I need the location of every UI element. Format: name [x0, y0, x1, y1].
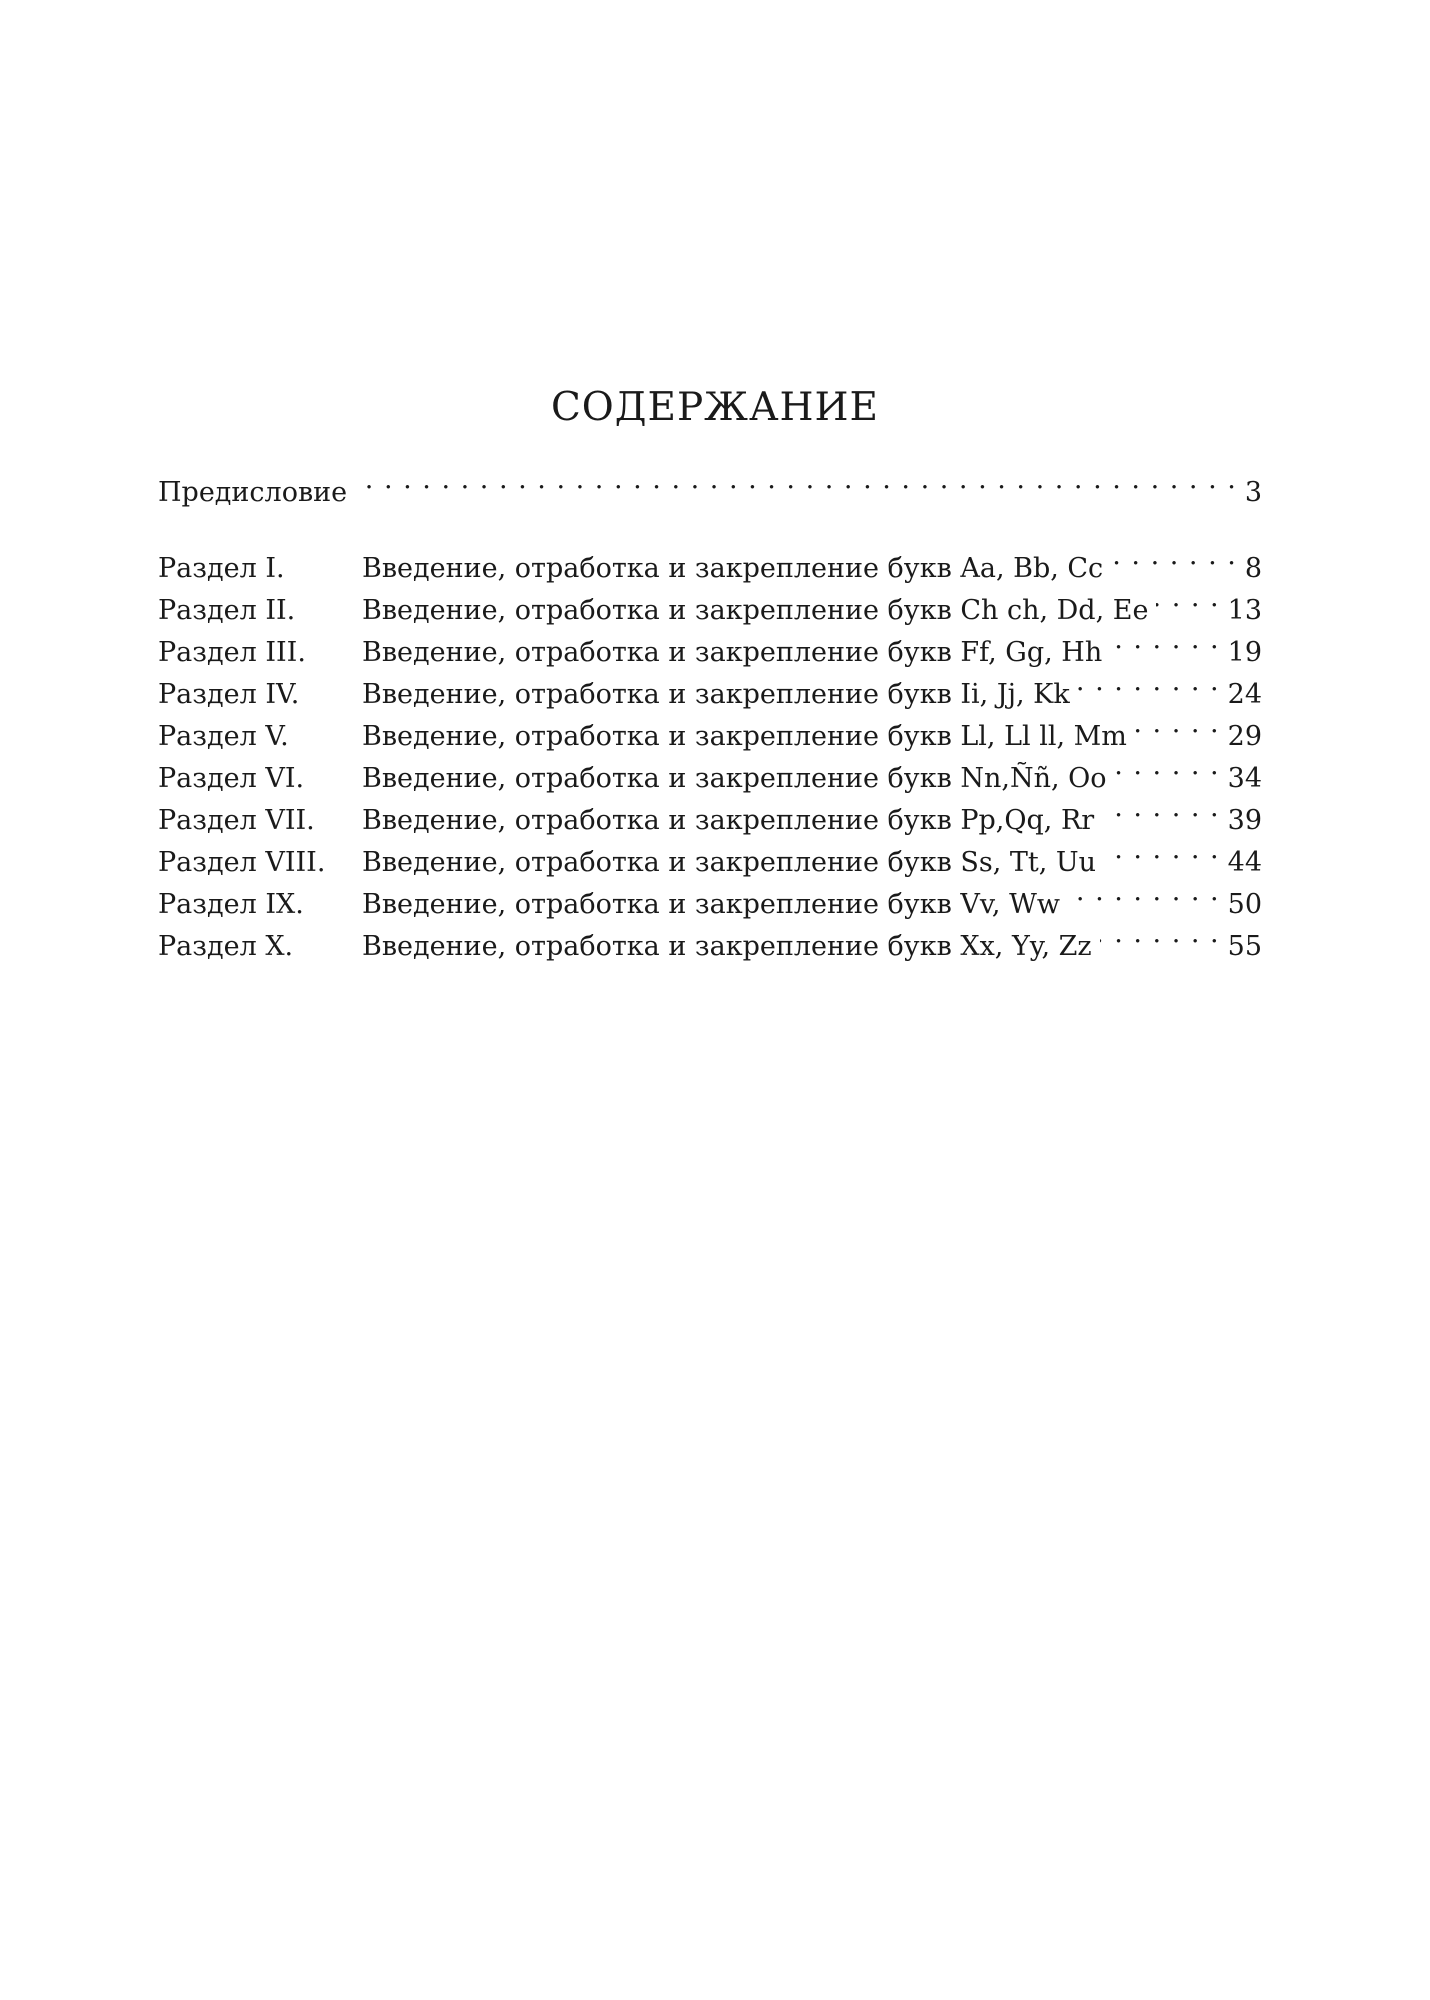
toc-page-number: 8: [1244, 553, 1262, 584]
toc-section-title: Введение, отработка и закрепление букв Ss, Tt, Uu: [362, 847, 1097, 878]
toc-page-number: 39: [1227, 805, 1262, 836]
dot-leader: [1110, 619, 1219, 661]
toc-page-number: 13: [1227, 595, 1262, 626]
toc-section-label: Раздел III.: [158, 637, 306, 668]
toc-section-title: Введение, отработка и закрепление букв Ll, Ll ll, Mm: [362, 721, 1127, 752]
table-of-contents: [158, 459, 1262, 962]
dot-leader: [355, 459, 1237, 501]
toc-page-number: 55: [1227, 931, 1262, 962]
toc-section-title: Введение, отработка и закрепление букв Nn,Ññ, Oo: [362, 763, 1107, 794]
dot-leader: [1104, 829, 1220, 871]
toc-section-title: Введение, отработка и закрепление букв Ii, Jj, Kk: [362, 679, 1070, 710]
toc-page-number: 29: [1227, 721, 1262, 752]
toc-section-title: Введение, отработка и закрепление букв Aa, Bb, Cc: [362, 553, 1104, 584]
dot-leader: [1156, 577, 1219, 619]
dot-leader: [1068, 871, 1220, 913]
toc-entry-label: Предисловие: [158, 477, 348, 508]
toc-entry-preface[interactable]: [158, 459, 1262, 508]
toc-page-number: 3: [1244, 477, 1262, 508]
toc-entry-section-1[interactable]: [158, 535, 1262, 584]
dot-leader: [1115, 745, 1220, 787]
toc-section-label: Раздел VII.: [158, 805, 315, 836]
toc-section-title: Введение, отработка и закрепление букв Vv, Ww: [362, 889, 1060, 920]
toc-page-number: 50: [1227, 889, 1262, 920]
dot-leader: [1078, 661, 1220, 703]
toc-section-title: Введение, отработка и закрепление букв Pp,Qq, Rr: [362, 805, 1095, 836]
toc-section-label: Раздел VI.: [158, 763, 305, 794]
toc-section-label: Раздел VIII.: [158, 847, 326, 878]
toc-section-label: Раздел V.: [158, 721, 289, 752]
toc-section-label: Раздел I.: [158, 553, 285, 584]
page-title: СОДЕРЖАНИЕ: [550, 385, 880, 430]
toc-page-number: 44: [1227, 847, 1262, 878]
toc-page-number: 34: [1227, 763, 1262, 794]
toc-section-label: Раздел IV.: [158, 679, 300, 710]
toc-section-label: Раздел IX.: [158, 889, 304, 920]
dot-leader: [1100, 913, 1220, 955]
toc-section-label: Раздел X.: [158, 931, 294, 962]
toc-page-number: 24: [1227, 679, 1262, 710]
toc-page-number: 19: [1227, 637, 1262, 668]
toc-section-label: Раздел II.: [158, 595, 296, 626]
dot-leader: [1102, 787, 1219, 829]
dot-leader: [1111, 535, 1237, 577]
toc-section-title: Введение, отработка и закрепление букв Ch ch, Dd, Ee: [362, 595, 1149, 626]
toc-section-title: Введение, отработка и закрепление букв Xx, Yy, Zz: [362, 931, 1092, 962]
toc-section-title: Введение, отработка и закрепление букв Ff, Gg, Hh: [362, 637, 1103, 668]
dot-leader: [1135, 703, 1220, 745]
